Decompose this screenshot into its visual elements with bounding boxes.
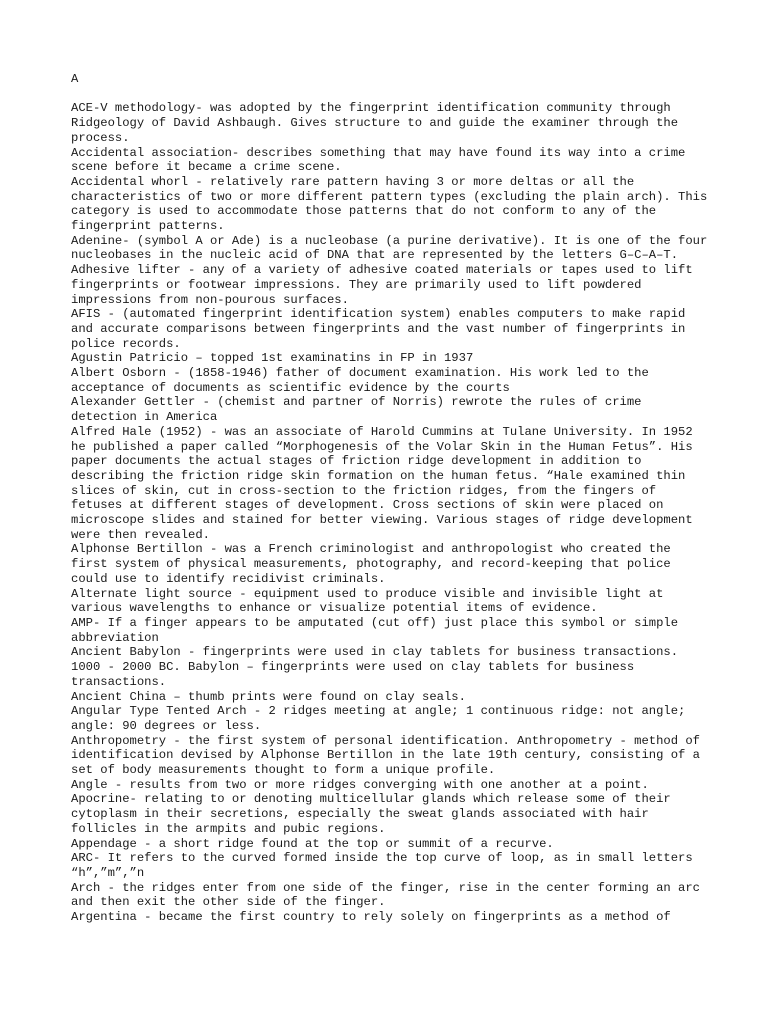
glossary-entry: Ancient China – thumb prints were found on clay seals. [71, 689, 466, 704]
glossary-entry: Adenine- (symbol A or Ade) is a nucleobase (a purine derivative). It is one of the four nucleobases in the nucleic acid of DNA that are represented by the letters G–C–A–T. [71, 233, 715, 263]
glossary-entry: Argentina - became the first country to rely solely on fingerprints as a method of [71, 910, 671, 925]
glossary-entry: Alphonse Bertillon - was a French criminologist and anthropologist who created the first system of physical measurements, photography, and record-keeping that police could use to identify recidivist criminals. [71, 542, 679, 586]
glossary-entry: Accidental whorl - relatively rare pattern having 3 or more deltas or all the characteristics of two or more different pattern types (excluding the plain arch). This category is used to accommodate those patterns that do not conform to any of the fingerprint patterns. [71, 174, 715, 234]
glossary-entry: Agustin Patricio – topped 1st examinatins in FP in 1937 [71, 351, 474, 366]
glossary-entry: ACE-V methodology- was adopted by the fingerprint identification community through Ridgeology of David Ashbaugh. Gives structure to and guide the examiner through the process. [71, 101, 686, 145]
glossary-entry: Arch - the ridges enter from one side of the finger, rise in the center forming an arc and then exit the other side of the finger. [71, 880, 708, 910]
glossary-entry: Angle - results from two or more ridges converging with one another at a point. [71, 777, 649, 792]
glossary-entry: Albert Osborn - (1858-1946) father of document examination. His work led to the acceptance of documents as scientific evidence by the courts [71, 366, 657, 395]
glossary-entry: Alfred Hale (1952) - was an associate of Harold Cummins at Tulane University. In 1952 he published a paper called “Morphogenesis of the Volar Skin in the Human Fetus”. His paper documents the actual stages of friction ridge development in addition to describing the friction ridge skin formation on the human fetus. “Hale examined thin slices of skin, cut in cross-section to the friction ridges, from the fingers of fetuses at different stages of development. Cross sections of skin were placed on microscope slides and stained for better viewing. Various stages of ridge development were then revealed. [71, 424, 700, 542]
glossary-entry: Accidental association- describes something that may have found its way into a crime scene before it became a crime scene. [71, 145, 693, 175]
glossary-entry: Alexander Gettler - (chemist and partner of Norris) rewrote the rules of crime detection in America [71, 395, 649, 425]
glossary-entry: Apocrine- relating to or denoting multicellular glands which release some of their cytoplasm in their secretions, especially the sweat glands associated with hair follicles in the armpits and pubic regions. [71, 792, 679, 836]
glossary-entry: Alternate light source - equipment used to produce visible and invisible light at various wavelengths to enhance or visualize potential items of evidence. [71, 586, 671, 616]
glossary-entry: ARC- It refers to the curved formed inside the top curve of loop, as in small letters “h”,”m”,”n [71, 851, 700, 880]
section-letter-heading: A [71, 72, 79, 86]
glossary-entry: AMP- If a finger appears to be amputated (cut off) just place this symbol or simple abbreviation [71, 616, 686, 645]
glossary-entry: Angular Type Tented Arch - 2 ridges meeting at angle; 1 continuous ridge: not angle; angle: 90 degrees or less. [71, 704, 693, 733]
glossary-entry: AFIS - (automated fingerprint identification system) enables computers to make rapid and accurate comparisons between fingerprints and the vast number of fingerprints in police records. [71, 307, 693, 351]
glossary-entry: Anthropometry - the first system of personal identification. Anthropometry - method of identification devised by Alphonse Bertillon in the late 19th century, consisting of a set of body measurements thought to form a unique profile. [71, 733, 708, 778]
glossary-entry: Adhesive lifter - any of a variety of adhesive coated materials or tapes used to lift fingerprints or footwear impressions. They are primarily used to lift powdered impressions from non-pourous surfaces. [71, 263, 700, 307]
glossary-entry: Ancient Babylon - fingerprints were used in clay tablets for business transactions. 1000 - 2000 BC. Babylon – fingerprints were used on clay tablets for business transactions. [71, 645, 686, 689]
glossary-body [71, 72, 715, 925]
glossary-entry: Appendage - a short ridge found at the top or summit of a recurve. [71, 836, 554, 851]
